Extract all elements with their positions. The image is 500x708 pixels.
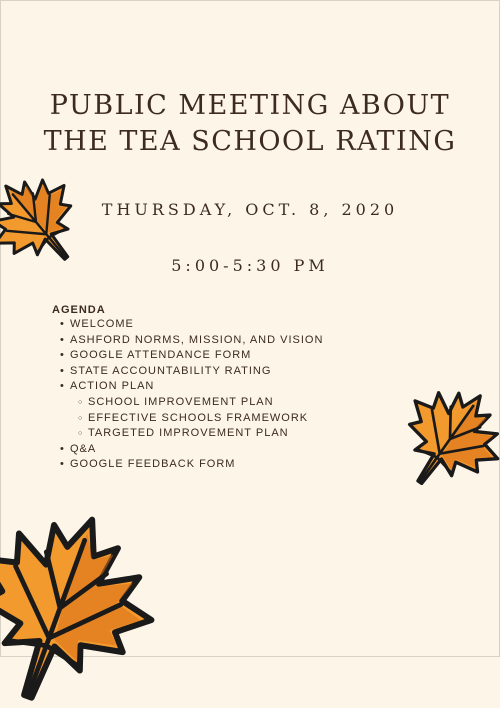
agenda-item: • WELCOME (52, 317, 323, 333)
agenda-subitem: ○ SCHOOL IMPROVEMENT PLAN (52, 395, 323, 411)
agenda-list (52, 317, 323, 473)
agenda-item: • ACTION PLAN (52, 379, 323, 395)
agenda-item: • STATE ACCOUNTABILITY RATING (52, 364, 323, 380)
agenda-item: • GOOGLE ATTENDANCE FORM (52, 348, 323, 364)
meeting-time: 5:00-5:30 PM (171, 256, 329, 275)
agenda-item: • ASHFORD NORMS, MISSION, AND VISION (52, 333, 323, 349)
agenda-item: • GOOGLE FEEDBACK FORM (52, 457, 323, 473)
maple-leaf-icon (0, 168, 86, 276)
page-title (0, 88, 500, 160)
agenda-subitem: ○ TARGETED IMPROVEMENT PLAN (52, 426, 323, 442)
maple-leaf-icon (0, 508, 160, 708)
title-line-2: THE TEA SCHOOL RATING (43, 126, 457, 157)
title-line-1: PUBLIC MEETING ABOUT (49, 90, 451, 121)
agenda-subitem: ○ EFFECTIVE SCHOOLS FRAMEWORK (52, 411, 323, 427)
meeting-date: THURSDAY, OCT. 8, 2020 (101, 200, 399, 219)
agenda-heading: AGENDA (52, 304, 106, 316)
agenda (52, 304, 323, 473)
agenda-item: • Q&A (52, 442, 323, 458)
maple-leaf-icon (394, 364, 500, 514)
